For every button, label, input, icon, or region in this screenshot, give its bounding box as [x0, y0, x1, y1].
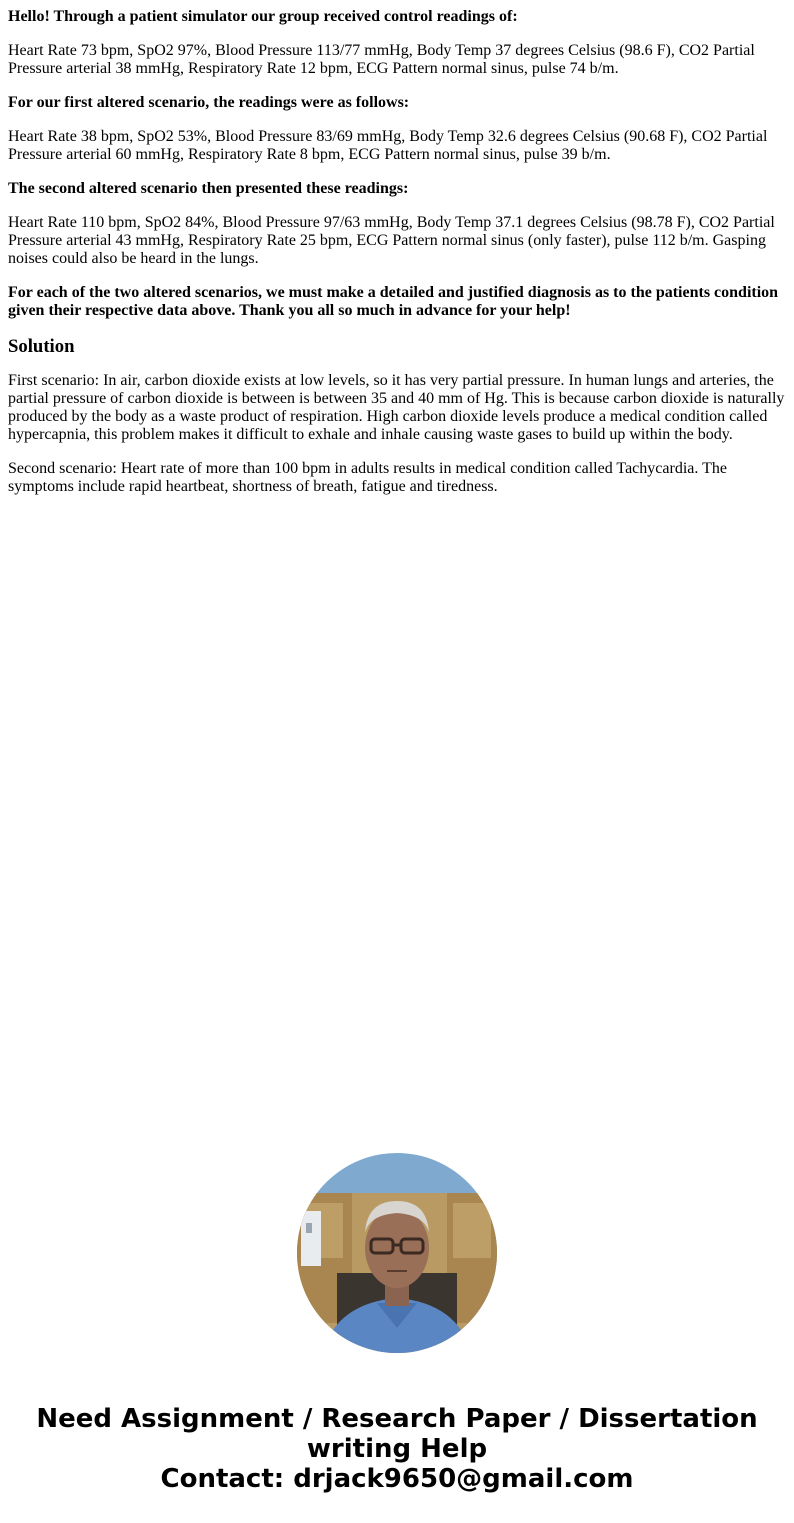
solution-first-scenario: First scenario: In air, carbon dioxide exists at low levels, so it has very partial pressure. In human lungs and arteries, the partial pressure of carbon dioxide is between is between 35 and 40 mm of Hg. This is because carbon dioxide is naturally produced by the body as a waste product of respiration. High carbon dioxide levels produce a medical condition called hypercapnia, this problem makes it difficult to exhale and inhale causing waste gases to build up within the body.: [8, 372, 785, 443]
solution-second-scenario: Second scenario: Heart rate of more than 100 bpm in adults results in medical condition called Tachycardia. The symptoms include rapid heartbeat, shortness of breath, fatigue and tiredness.: [8, 460, 727, 495]
control-readings: Heart Rate 73 bpm, SpO2 97%, Blood Pressure 113/77 mmHg, Body Temp 37 degrees Celsius (98.6 F), CO2 Partial Pressure arterial 38 mmHg, Respiratory Rate 12 bpm, ECG Pattern normal sinus, pulse 74 b/m.: [8, 42, 755, 77]
scenario1-readings: Heart Rate 38 bpm, SpO2 53%, Blood Pressure 83/69 mmHg, Body Temp 32.6 degrees Celsius (90.68 F), CO2 Partial Pressure arterial 60 mmHg, Respiratory Rate 8 bpm, ECG Pattern normal sinus, pulse 39 b/m.: [8, 128, 768, 163]
avatar: [297, 1153, 497, 1353]
question-request: For each of the two altered scenarios, we must make a detailed and justified diagnosis as to the patients condition given their respective data above. Thank you all so much in advance for your help!: [8, 284, 779, 319]
scenario2-heading: The second altered scenario then presented these readings:: [8, 180, 409, 197]
promo-contact: Contact: drjack9650@gmail.com: [160, 1464, 634, 1494]
scenario1-heading: For our first altered scenario, the readings were as follows:: [8, 94, 410, 111]
question-intro: Hello! Through a patient simulator our group received control readings of:: [8, 8, 518, 25]
promo-line-2: writing Help: [306, 1434, 488, 1464]
solution-heading: Solution: [8, 336, 75, 357]
promo-line-1: Need Assignment / Research Paper / Dissertation: [36, 1404, 758, 1434]
promo-banner: [0, 1404, 794, 1494]
tutor-portrait-icon: [297, 1153, 497, 1353]
document-body: [8, 8, 788, 512]
scenario2-readings: Heart Rate 110 bpm, SpO2 84%, Blood Pressure 97/63 mmHg, Body Temp 37.1 degrees Celsius (98.78 F), CO2 Partial Pressure arterial 43 mmHg, Respiratory Rate 25 bpm, ECG Pattern normal sinus (only faster), pulse 112 b/m. Gasping noises could also be heard in the lungs.: [8, 214, 775, 267]
